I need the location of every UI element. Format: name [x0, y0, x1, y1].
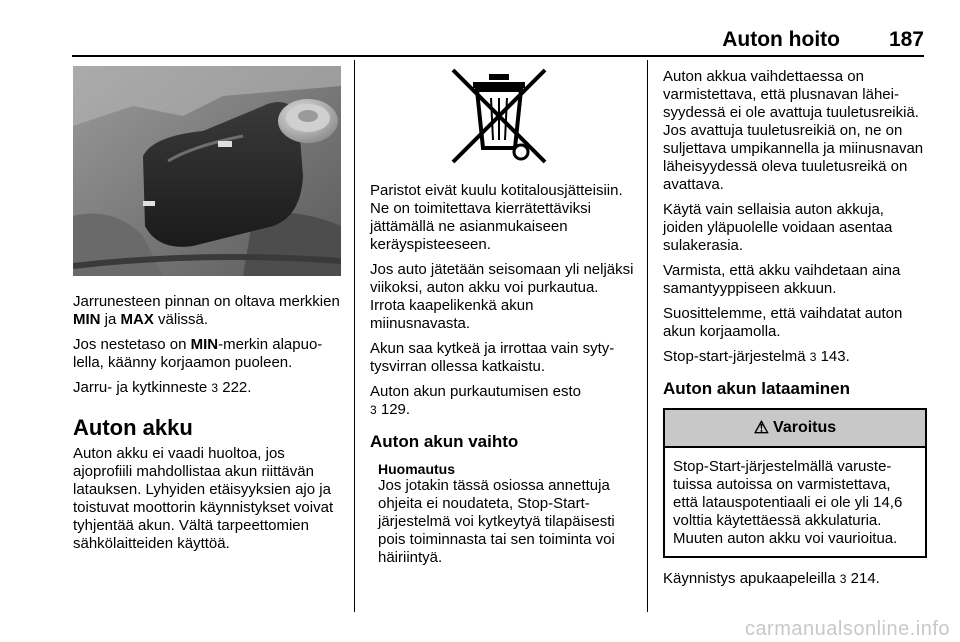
crossed-out-bin-icon — [449, 66, 549, 166]
header-rule — [72, 55, 924, 57]
brake-fluid-min-note: Jos nestetaso on MIN-merkin alapuolella, käänny korjaamon puoleen. — [73, 336, 323, 371]
page-ref-arrow-icon: 3 — [211, 381, 219, 395]
warning-text: Stop-Start-järjestelmällä varustetuissa autoissa on varmistettava, että latauspotentiaali ei ole yli 14,6 volttia käytettäessä akkulaturia. Muuten auton akku voi vaurioitua. — [673, 458, 903, 547]
workshop-text: Suosittelemme, että vaihdatat auton akun korjaamolla. — [663, 305, 903, 340]
battery-connect-text: Akun saa kytkeä ja irrottaa vain sytytysvirran ollessa katkaistu. — [370, 340, 615, 375]
column-3 — [663, 68, 927, 595]
battery-storage-text: Jos auto jätetään seisomaan yli neljäksi viikoksi, auton akku voi purkautua. Irrota kaapelikenkä akun miinusnavasta. — [370, 261, 634, 332]
warning-title: Varoitus — [773, 419, 837, 436]
brake-fluid-ref: Jarru- ja kytkinneste 3 222. — [73, 379, 252, 396]
vent-holes-text: Auton akkua vaihdettaessa on varmistettava, että plusnavan läheisyydessä ei ole avattuja tuuletusreikiä. Jos avattuja tuuletusreikiä on, ne on suljettava umpikannella ja miinusnavan läheisyydessä oleva tuuletusreikä on avattava. — [663, 68, 924, 193]
notice-box — [370, 461, 635, 567]
page-ref-arrow-icon: 3 — [809, 350, 817, 364]
page-ref-link[interactable]: 222. — [222, 379, 252, 396]
page-number: 187 — [888, 28, 924, 51]
page-header-title: Auton hoito — [722, 28, 840, 51]
battery-disposal-text: Paristot eivät kuulu kotitalousjätteisiin. Ne on toimitettava kierrätettäviksi jättämällä ne asianmukaiseen keräyspisteeseen. — [370, 182, 623, 253]
column-2 — [370, 182, 635, 574]
jump-start-ref: Käynnistys apukaapeleilla 3 214. — [663, 570, 880, 587]
stop-start-ref: Stop-start-järjestelmä 3 143. — [663, 348, 850, 365]
brake-fluid-reservoir-photo — [73, 66, 341, 276]
same-type-text: Varmista, että akku vaihdetaan aina samantyyppiseen akkuun. — [663, 262, 901, 297]
warning-triangle-icon: ⚠ — [753, 418, 770, 437]
battery-text: Auton akku ei vaadi huoltoa, jos ajoprofiili mahdollistaa akun riittävän latauksen. Lyhyiden etäisyyksien ajo ja toistuvat moottorin käynnistykset voivat tyhjentää akun. Vältä tarpeettomien sähkölaitteiden käyttöä. — [73, 445, 334, 552]
warning-header — [665, 410, 925, 448]
subsection-title-battery-charging: Auton akun lataaminen — [663, 379, 851, 398]
warning-body — [665, 448, 925, 556]
warning-box — [663, 408, 927, 558]
column-divider-1 — [354, 60, 355, 612]
notice-text: Jos jotakin tässä osiossa annettuja ohjeita ei noudateta, Stop-Start-järjestelmä voi kytkeytyä tilapäisesti pois toiminnasta tai sen toiminta voi häiriintyä. — [378, 477, 615, 566]
page-ref-arrow-icon: 3 — [370, 403, 377, 417]
section-title-battery: Auton akku — [73, 415, 193, 440]
battery-discharge-ref: Auton akun purkautumisen esto 3 129. — [370, 383, 581, 418]
page-ref-link[interactable]: 214. — [850, 570, 880, 587]
column-1 — [73, 293, 343, 560]
page-ref-link[interactable]: 129. — [380, 401, 411, 418]
column-divider-2 — [647, 60, 648, 612]
brake-fluid-caption: Jarrunesteen pinnan on oltava merkkien MIN ja MAX välissä. — [73, 293, 340, 328]
watermark: carmanualsonline.info — [744, 618, 950, 640]
subsection-title-battery-replacement: Auton akun vaihto — [370, 432, 519, 451]
page-ref-link[interactable]: 143. — [820, 348, 850, 365]
notice-title: Huomautus — [378, 461, 455, 477]
page-ref-arrow-icon: 3 — [839, 572, 847, 586]
page-header — [0, 0, 960, 60]
fuse-box-text: Käytä vain sellaisia auton akkuja, joiden yläpuolelle voidaan asentaa sulakerasia. — [663, 201, 893, 254]
